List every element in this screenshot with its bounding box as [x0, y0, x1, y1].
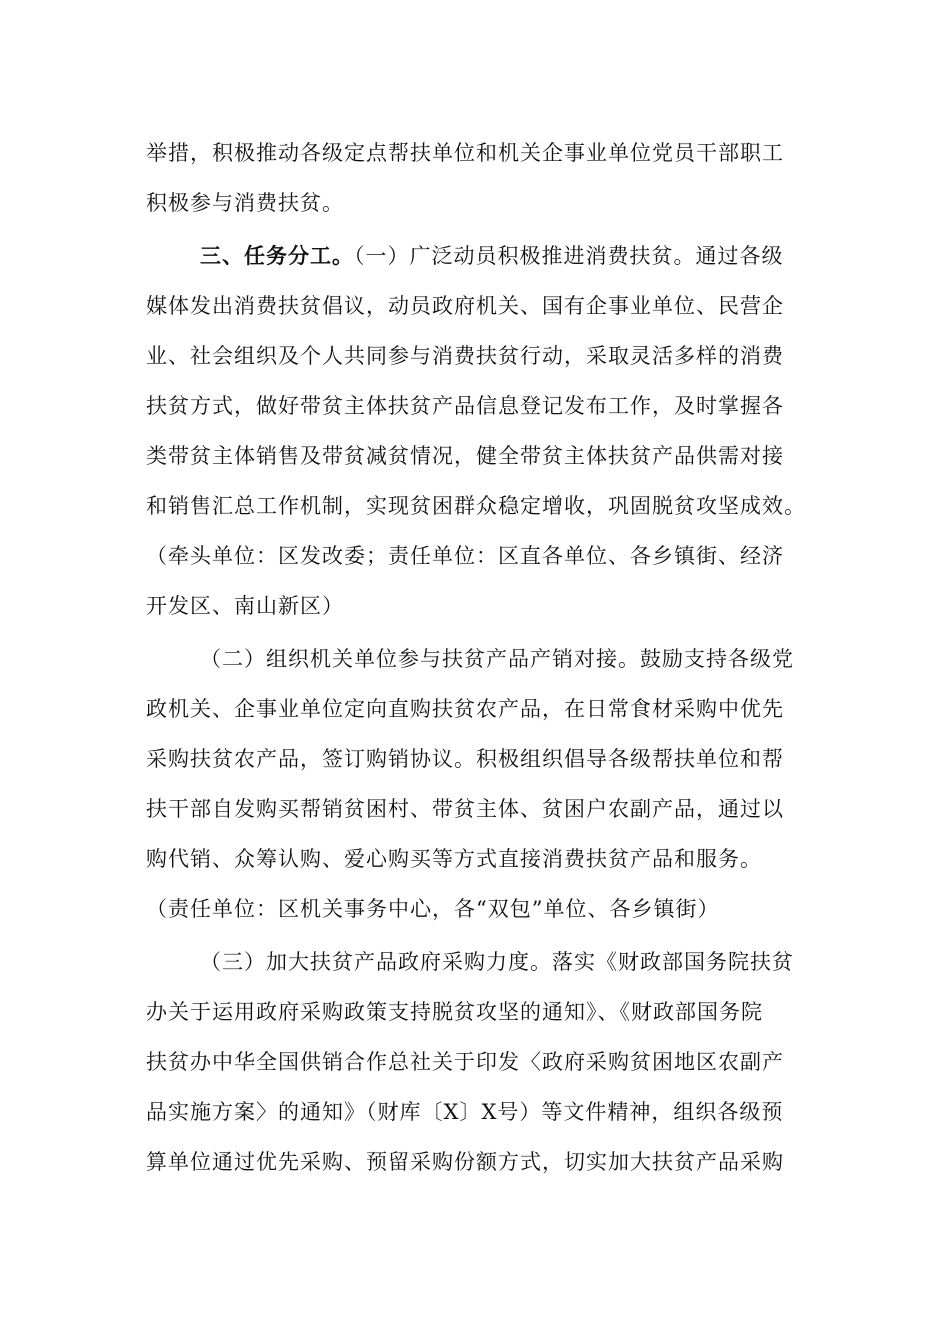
- paragraph-line: 业、社会组织及个人共同参与消费扶贫行动，采取灵活多样的消费: [146, 344, 784, 368]
- paragraph-line: 扶贫办中华全国供销合作总社关于印发〈政府采购贫困地区农副产: [146, 1050, 784, 1074]
- paragraph-line: （三）加大扶贫产品政府采购力度。落实《财政部国务院扶贫: [200, 950, 794, 974]
- paragraph-line: 媒体发出消费扶贫倡议，动员政府机关、国有企事业单位、民营企: [146, 294, 784, 318]
- paragraph-line: 采购扶贫农产品，签订购销协议。积极组织倡导各级帮扶单位和帮: [146, 747, 784, 771]
- paragraph-line: 扶干部自发购买帮销贫困村、带贫主体、贫困户农副产品，通过以: [146, 797, 784, 821]
- paragraph-line: 开发区、南山新区）: [146, 594, 344, 618]
- paragraph-line: 积极参与消费扶贫。: [146, 191, 344, 215]
- paragraph-line: 扶贫方式，做好带贫主体扶贫产品信息登记发布工作，及时掌握各: [146, 394, 784, 418]
- paragraph-line: （二）组织机关单位参与扶贫产品产销对接。鼓励支持各级党: [200, 647, 794, 671]
- paragraph-line: （牵头单位：区发改委；责任单位：区直各单位、各乡镇街、经济: [146, 544, 784, 568]
- paragraph-line: 购代销、众筹认购、爱心购买等方式直接消费扶贫产品和服务。: [146, 847, 762, 871]
- paragraph-line: 类带贫主体销售及带贫减贫情况，健全带贫主体扶贫产品供需对接: [146, 444, 784, 468]
- paragraph-line: 算单位通过优先采购、预留采购份额方式，切实加大扶贫产品采购: [146, 1150, 784, 1174]
- paragraph-line: 品实施方案〉的通知》（财库〔X〕X号）等文件精神，组织各级预: [146, 1100, 784, 1124]
- paragraph-line: （一）广泛动员积极推进消费扶贫。通过各级: [354, 244, 784, 268]
- paragraph-line: 办关于运用政府采购政策支持脱贫攻坚的通知》、《财政部国务院: [146, 1000, 763, 1024]
- paragraph-line: 政机关、企事业单位定向直购扶贫农产品，在日常食材采购中优先: [146, 697, 784, 721]
- paragraph-line: 举措，积极推动各级定点帮扶单位和机关企事业单位党员干部职工: [146, 141, 784, 165]
- paragraph-line: （责任单位：区机关事务中心，各“双包”单位、各乡镇街）: [146, 897, 720, 921]
- section-heading: 三、任务分工。: [200, 243, 354, 268]
- section-3-first-line: [200, 231, 830, 281]
- paragraph-line: 和销售汇总工作机制，实现贫困群众稳定增收，巩固脱贫攻坚成效。: [146, 494, 806, 518]
